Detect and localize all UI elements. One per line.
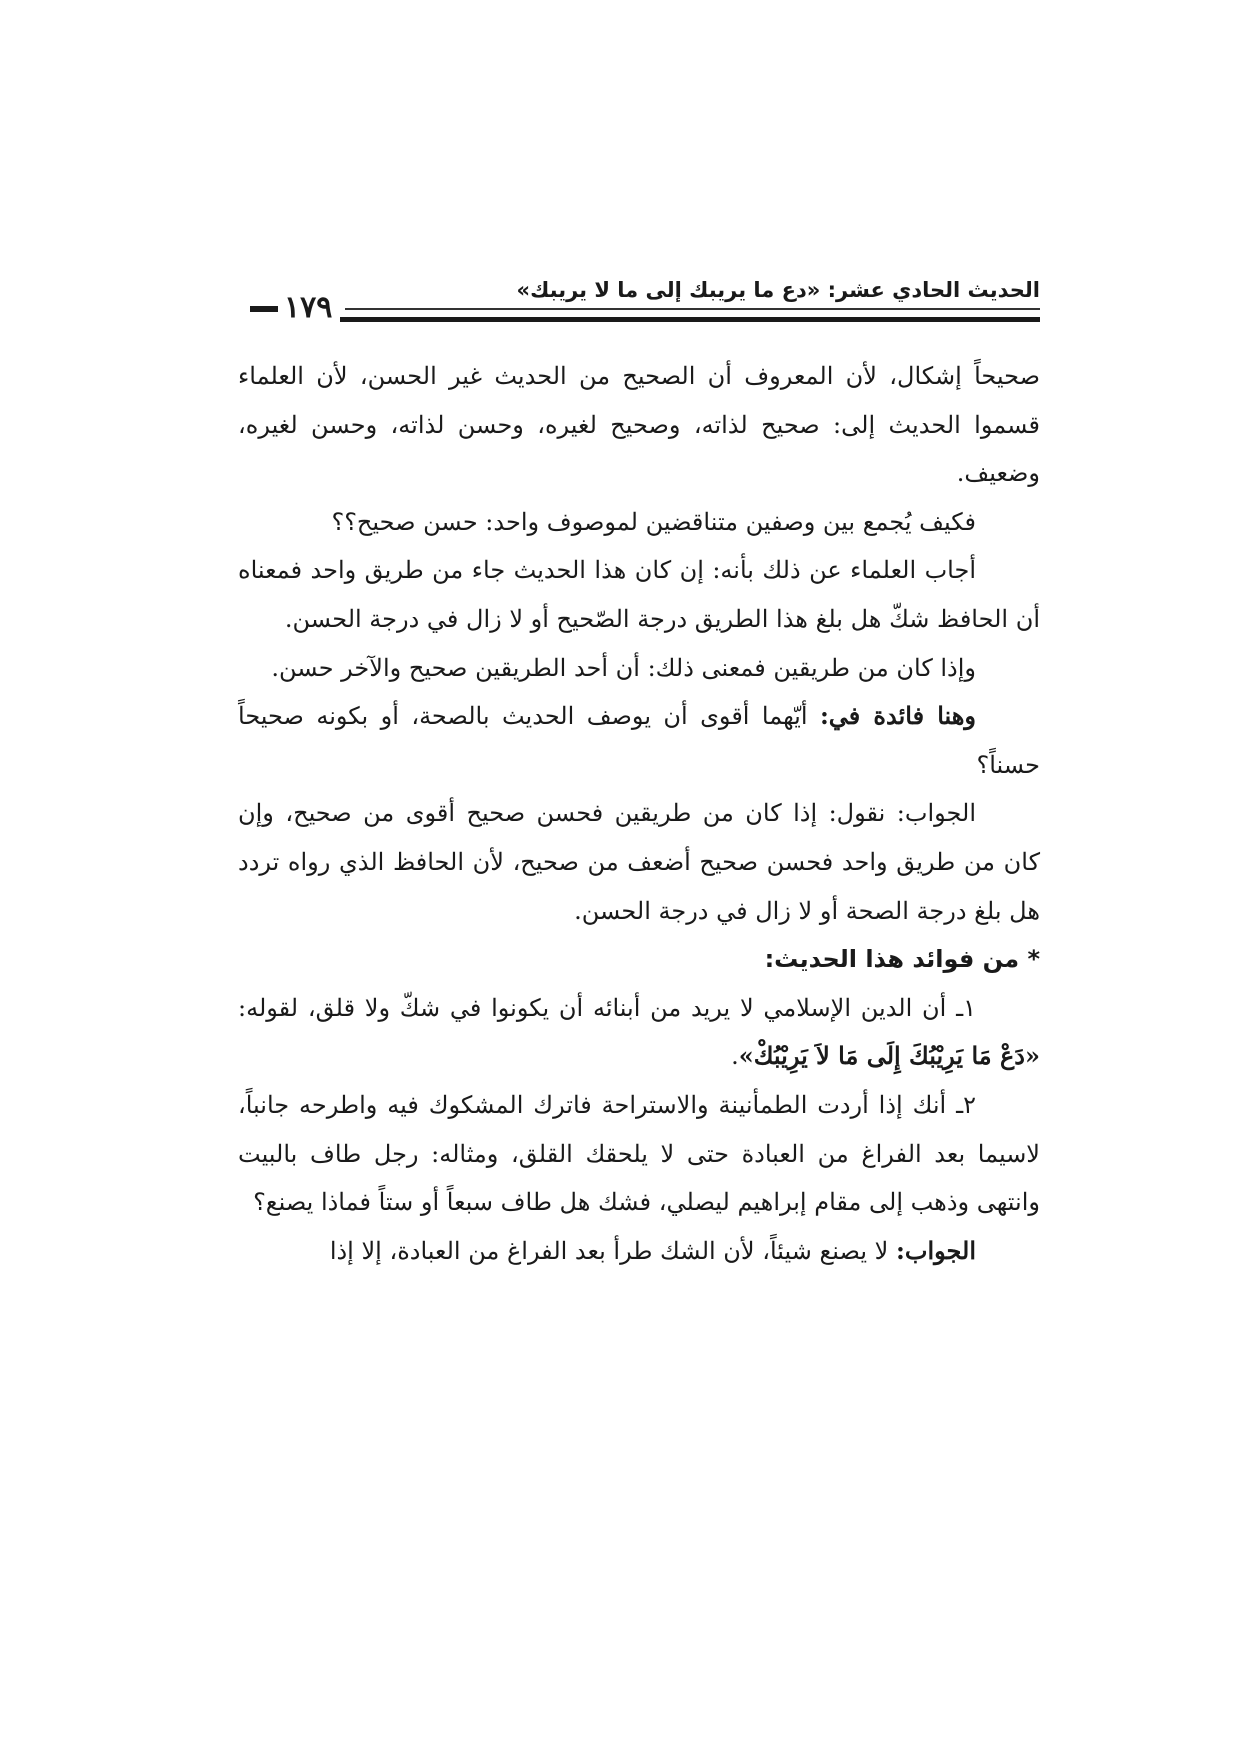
paragraph-lead: وهنا فائدة في: — [819, 701, 977, 731]
list-item — [238, 984, 1040, 1081]
header-title: الحديث الحادي عشر: «دع ما يريبك إلى ما لا يريبك» — [516, 278, 1040, 302]
list-item — [238, 1081, 1040, 1227]
paragraph — [238, 692, 1040, 789]
paragraph-text: صحيحاً إشكال، لأن المعروف أن الصحيح من الحديث غير الحسن، لأن العلماء قسموا الحديث إلى: صحيح لذاته، وصحيح لغيره، وحسن لذاته، وحسن لغيره، وضعيف. — [238, 362, 1040, 488]
body-text — [238, 352, 1040, 1275]
paragraph-text: لا يصنع شيئاً، لأن الشك طرأ بعد الفراغ من العبادة، إلا إذا — [329, 1236, 889, 1265]
paragraph-text: الجواب: نقول: إذا كان من طريقين فحسن صحيح أقوى من صحيح، وإن كان من طريق واحد فحسن صحيح أضعف من صحيح، لأن الحافظ الذي رواه تردد هل بلغ درجة الصحة أو لا زال في درجة الحسن. — [238, 799, 1040, 925]
paragraph-text: وإذا كان من طريقين فمعنى ذلك: أن أحد الطريقين صحيح والآخر حسن. — [271, 653, 976, 682]
section-heading — [238, 935, 1040, 984]
header-rule-thin — [345, 308, 1040, 310]
list-item-text: ١ـ أن الدين الإسلامي لا يريد من أبنائه أن يكونوا في شكّ ولا قلق، لقوله: — [238, 993, 976, 1022]
page-number-dash — [250, 306, 278, 312]
header-rule — [250, 317, 1040, 322]
hadith-quote: «دَعْ مَا يَرِيْبُكَ إِلَى مَا لاَ يَرِيْبُكْ» — [738, 1041, 1040, 1071]
paragraph — [238, 789, 1040, 935]
list-item-text: ٢ـ أنك إذا أردت الطمأنينة والاستراحة فاترك المشكوك فيه واطرحه جانباً، لاسيما بعد الفراغ من العبادة حتى لا يلحقك القلق، ومثاله: رجل طاف بالبيت وانتهى وذهب إلى مقام إبراهيم ليصلي، فشك هل طاف سبعاً أو ستاً فماذا يصنع؟ — [238, 1090, 1040, 1217]
list-item-tail: . — [731, 1042, 739, 1071]
running-header — [250, 278, 1040, 328]
paragraph-text: فكيف يُجمع بين وصفين متناقضين لموصوف واحد: حسن صحيح؟؟ — [331, 507, 976, 536]
paragraph — [238, 1227, 1040, 1276]
paragraph — [238, 644, 1040, 693]
paragraph — [238, 352, 1040, 498]
paragraph-text: أيّهما أقوى أن يوصف الحديث بالصحة، أو بكونه صحيحاً حسناً؟ — [238, 702, 1040, 779]
section-heading-text: * من فوائد هذا الحديث: — [764, 945, 1040, 974]
page-number — [250, 290, 340, 325]
paragraph — [238, 546, 1040, 643]
paragraph — [238, 498, 1040, 547]
page-number-value: ١٧٩ — [284, 290, 333, 325]
paragraph-text: أجاب العلماء عن ذلك بأنه: إن كان هذا الحديث جاء من طريق واحد فمعناه أن الحافظ شكّ هل بلغ هذا الطريق درجة الصّحيح أو لا زال في درجة الحسن. — [238, 556, 1040, 633]
paragraph-lead: الجواب: — [896, 1235, 976, 1265]
